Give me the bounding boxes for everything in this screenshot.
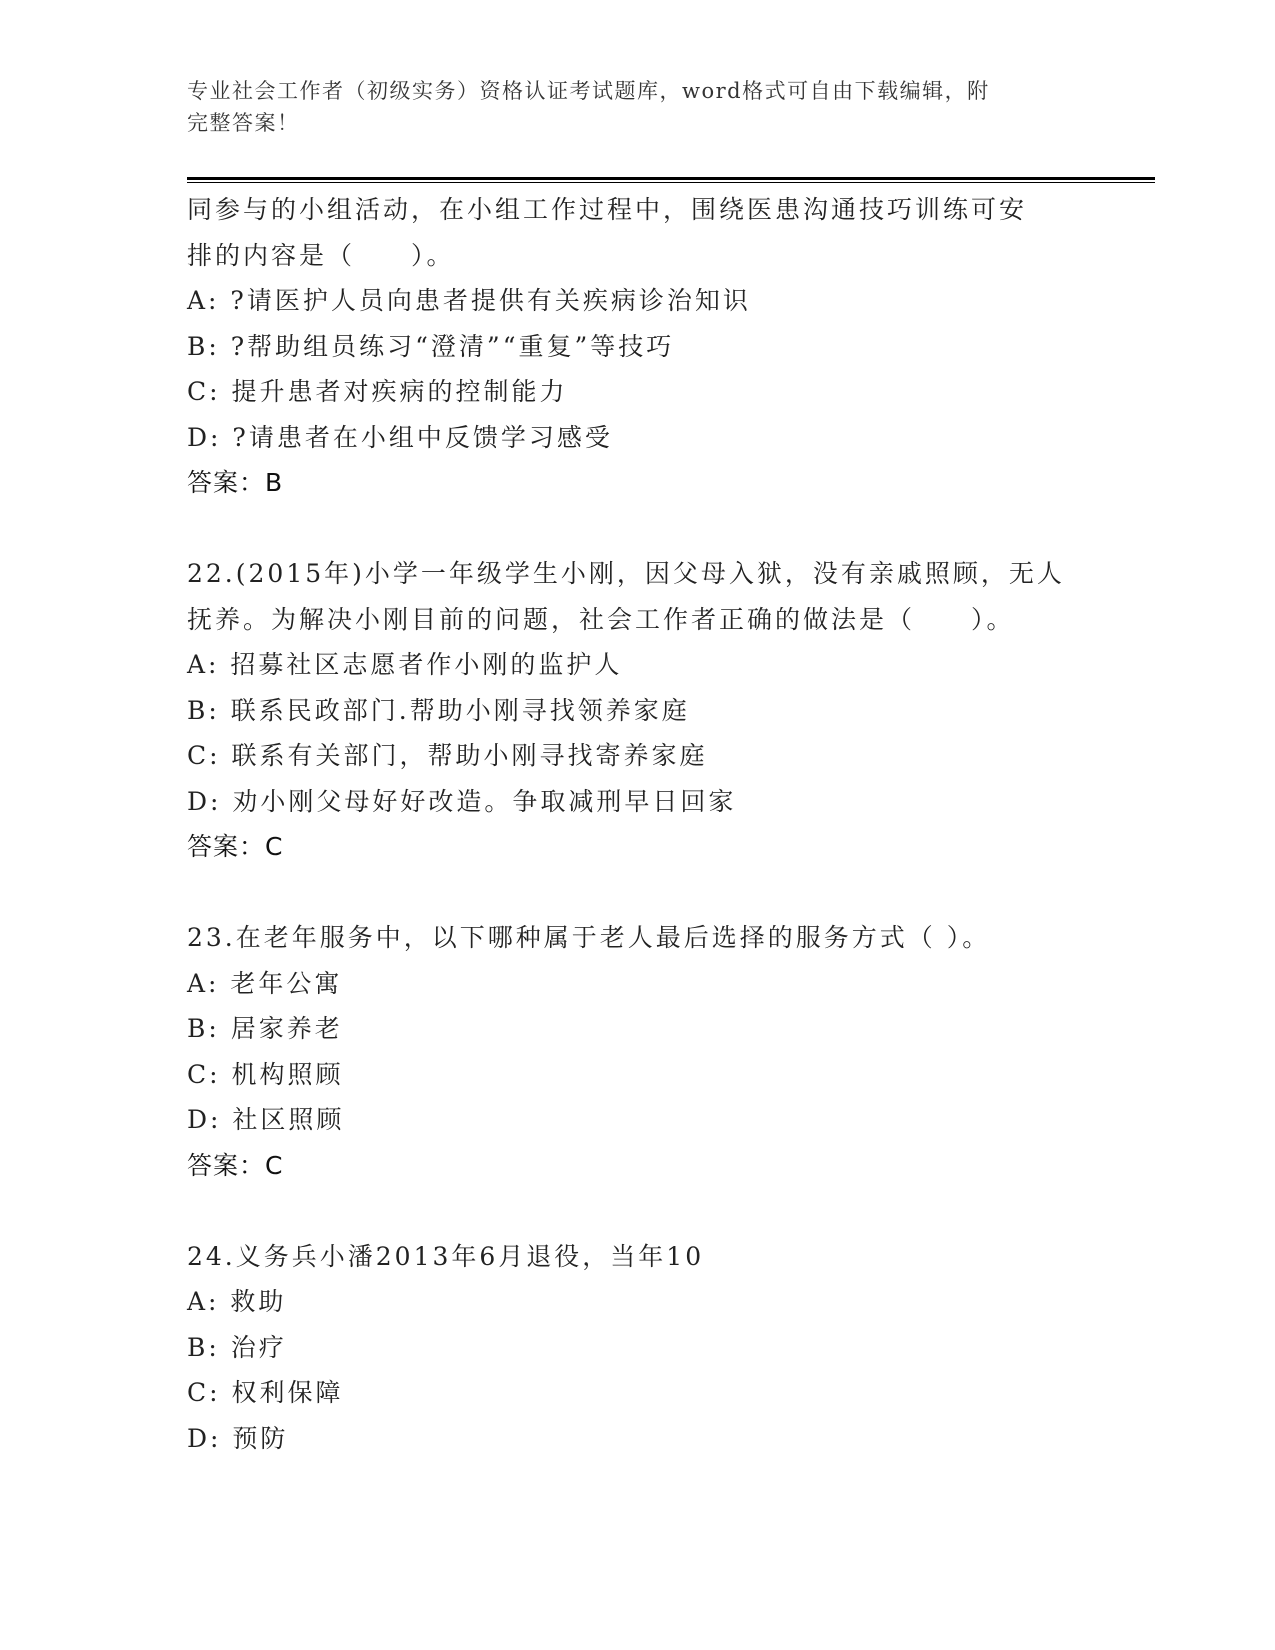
question-21-option-d: D: ?请患者在小组中反馈学习感受 xyxy=(187,422,613,452)
question-24-block xyxy=(187,1234,1107,1462)
question-23-stem-line-1: 23.在老年服务中，以下哪种属于老人最后选择的服务方式（ ）。 xyxy=(187,923,991,952)
question-21-option-b: B: ?帮助组员练习“澄清”“重复”等技巧 xyxy=(187,331,675,361)
question-21-option-a: A: ?请医护人员向患者提供有关疾病诊治知识 xyxy=(187,286,751,315)
question-24-option-b: B: 治疗 xyxy=(187,1332,287,1362)
question-23-block xyxy=(187,915,1107,1188)
question-22-option-b: B: 联系民政部门.帮助小刚寻找领养家庭 xyxy=(187,695,690,725)
spacer xyxy=(187,1188,1107,1234)
question-22-block xyxy=(187,551,1107,870)
question-24-option-a: A: 救助 xyxy=(187,1287,287,1316)
question-23-option-b: B: 居家养老 xyxy=(187,1014,343,1043)
question-22-stem-line-2: 抚养。为解决小刚目前的问题，社会工作者正确的做法是（ ）。 xyxy=(187,604,1015,634)
question-22-option-a: A: 招募社区志愿者作小刚的监护人 xyxy=(187,650,623,679)
question-21-block xyxy=(187,187,1107,506)
question-23-answer: 答案：C xyxy=(187,1150,284,1180)
spacer xyxy=(187,870,1107,916)
spacer xyxy=(187,506,1107,552)
question-22-option-c: C: 联系有关部门，帮助小刚寻找寄养家庭 xyxy=(187,741,708,770)
header-rule-thin xyxy=(187,182,1155,183)
question-22-answer: 答案：C xyxy=(187,832,284,861)
question-21-option-c: C: 提升患者对疾病的控制能力 xyxy=(187,377,568,406)
question-24-option-c: C: 权利保障 xyxy=(187,1378,344,1407)
question-24-stem-line-1: 24.义务兵小潘2013年6月退役，当年10 xyxy=(187,1241,705,1271)
question-21-stem-line-1: 同参与的小组活动，在小组工作过程中，围绕医患沟通技巧训练可安 xyxy=(187,195,1028,224)
question-23-option-a: A: 老年公寓 xyxy=(187,968,343,998)
page-header xyxy=(187,75,1087,139)
question-24-option-d: D: 预防 xyxy=(187,1423,289,1453)
header-rule-thick xyxy=(187,177,1155,180)
question-21-stem-line-2: 排的内容是（ ）。 xyxy=(187,240,455,270)
question-21-answer: 答案：B xyxy=(187,468,284,497)
question-23-option-c: C: 机构照顾 xyxy=(187,1059,344,1089)
header-line-2: 完整答案！ xyxy=(187,111,300,135)
question-23-option-d: D: 社区照顾 xyxy=(187,1105,345,1134)
question-22-option-d: D: 劝小刚父母好好改造。争取减刑早日回家 xyxy=(187,786,737,816)
question-22-stem-line-1: 22.(2015年)小学一年级学生小刚，因父母入狱，没有亲戚照顾，无人 xyxy=(187,559,1065,588)
header-line-1: 专业社会工作者（初级实务）资格认证考试题库，word格式可自由下载编辑，附 xyxy=(187,79,990,103)
document-body xyxy=(187,187,1107,1461)
